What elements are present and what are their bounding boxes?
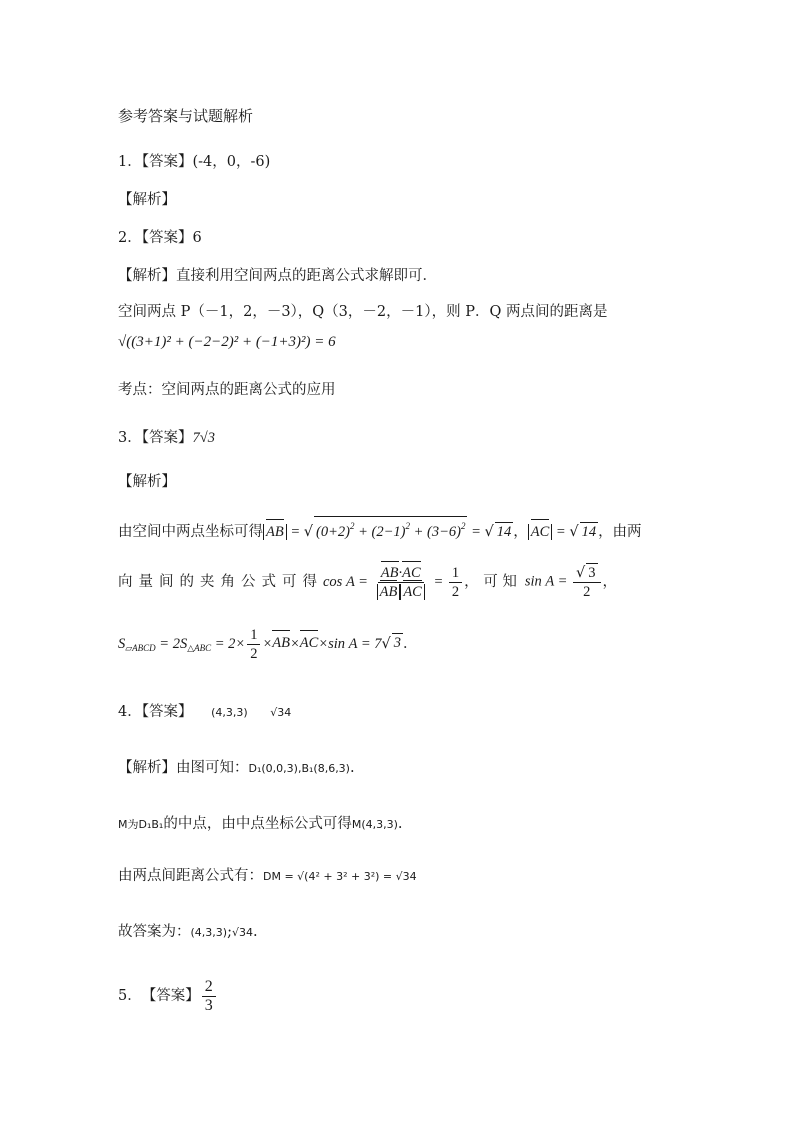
q5-answer-tag: 【答案】	[141, 988, 200, 1004]
q5-number: 5．	[118, 988, 142, 1004]
q3-l2-mid: ， 可 知	[464, 574, 517, 590]
q4-number: 4．	[118, 704, 142, 720]
q4-l4-a: (4,3,3)	[190, 926, 228, 939]
q5-answer-denominator: 3	[204, 996, 213, 1014]
q3-answer: 7√3	[192, 430, 215, 446]
q4-analysis-tag: 【解析】	[118, 760, 176, 776]
q4-l4-end: .	[252, 924, 258, 940]
q4-midpoint-line	[118, 814, 403, 835]
q4-answer-tag: 【答案】	[141, 704, 193, 720]
q4-l4-pre: 故答案为：	[118, 924, 191, 940]
q4-analysis-line	[118, 758, 355, 779]
q4-l1-pre: 由图可知：	[176, 760, 249, 776]
q4-l3-pre: 由两点间距离公式有：	[118, 868, 263, 884]
q3-l1-mid: ，	[513, 524, 528, 540]
q3-answer-tag: 【答案】	[141, 430, 193, 446]
q3-line-3	[118, 624, 418, 664]
q3-ab-magnitude: AB = √ $(0+2)^2 + (2-1)^2 + (3-6)^2$ = √ 14	[263, 524, 513, 540]
q1-answer-line	[118, 152, 270, 172]
q2-distance-formula	[118, 332, 336, 352]
q3-l2-pre: 向量间的夹角公式可得	[118, 574, 323, 590]
q4-distance-line	[118, 866, 417, 887]
q2-answer: 6	[192, 230, 202, 246]
q2-problem-line: 空间两点 P（－1，2，－3），Q（3，－2，－1），则 P．Q 两点间的距离是	[118, 304, 608, 320]
q4-l2-end: .	[397, 816, 403, 832]
page-title: 参考答案与试题解析	[118, 107, 254, 125]
q4-l3-val: DM = √(4² + 3² + 3²) = √34	[263, 870, 417, 883]
q4-l4-b: √34	[231, 926, 253, 939]
q5-answer-numerator: 2	[202, 978, 216, 997]
q3-line-1	[118, 516, 642, 542]
q4-answer-2: √34	[270, 706, 292, 719]
q2-answer-tag: 【答案】	[141, 230, 193, 246]
q4-l2-val: M(4,3,3)	[351, 818, 398, 831]
q1-answer-tag: 【答案】	[141, 154, 193, 170]
q3-cos-formula: cos A = $\frac{AB\cdot AC}{\text{AB AC}}$ = $\frac{1}{2}$	[323, 564, 464, 601]
q2-kaodian: 考点：空间两点的距离公式的应用	[118, 382, 336, 398]
q3-number: 3．	[118, 430, 142, 446]
q1-number: 1．	[118, 154, 142, 170]
q3-analysis-tag: 【解析】	[118, 474, 176, 490]
q4-l2-pre: M为	[118, 818, 139, 831]
q4-l1-end: .	[349, 760, 355, 776]
q3-sin-formula: sin A = $\frac{√ 3}{2}$	[525, 563, 603, 601]
q4-final-line	[118, 922, 258, 943]
q5-answer-fraction	[202, 978, 216, 1015]
q3-answer-line	[118, 428, 215, 448]
q2-analysis-tag: 【解析】	[118, 268, 176, 284]
q3-l1-post: ，由两	[598, 524, 642, 540]
q4-l2-d: D₁B₁	[138, 818, 164, 831]
q2-formula-text: √((3+1)² + (−2−2)² + (−1+3)²) = 6	[118, 334, 336, 350]
q4-l4-sep: ;	[227, 924, 232, 940]
q3-l3-end: ．	[403, 636, 418, 652]
q2-analysis-text: 直接利用空间两点的距离公式求解即可．	[176, 268, 437, 284]
q2-answer-line	[118, 228, 202, 248]
q1-answer: (-4，0，-6)	[192, 154, 271, 170]
q4-l1-val: D₁(0,0,3),B₁(8,6,3)	[248, 762, 350, 775]
q3-l2-post: ，	[602, 574, 618, 590]
q4-answer-1: (4,3,3)	[211, 706, 248, 719]
q3-ac-magnitude: AC = √ 14	[528, 524, 598, 540]
q4-answer-line	[118, 702, 291, 723]
q3-l1-pre: 由空间中两点坐标可得	[118, 524, 263, 540]
q5-answer-line	[118, 974, 218, 1018]
q3-area-formula: $S_{▱ABCD} = 2S_{\triangle ABC} = 2\times$ $\frac{1}{2}$ ×AB×AC×sin A = 7√ 3	[118, 626, 402, 662]
q2-analysis-line	[118, 266, 437, 286]
q1-analysis-tag: 【解析】	[118, 192, 176, 208]
q3-line-2	[118, 560, 617, 604]
q2-number: 2．	[118, 230, 142, 246]
q4-l2-mid: 的中点，由中点坐标公式可得	[163, 816, 352, 832]
